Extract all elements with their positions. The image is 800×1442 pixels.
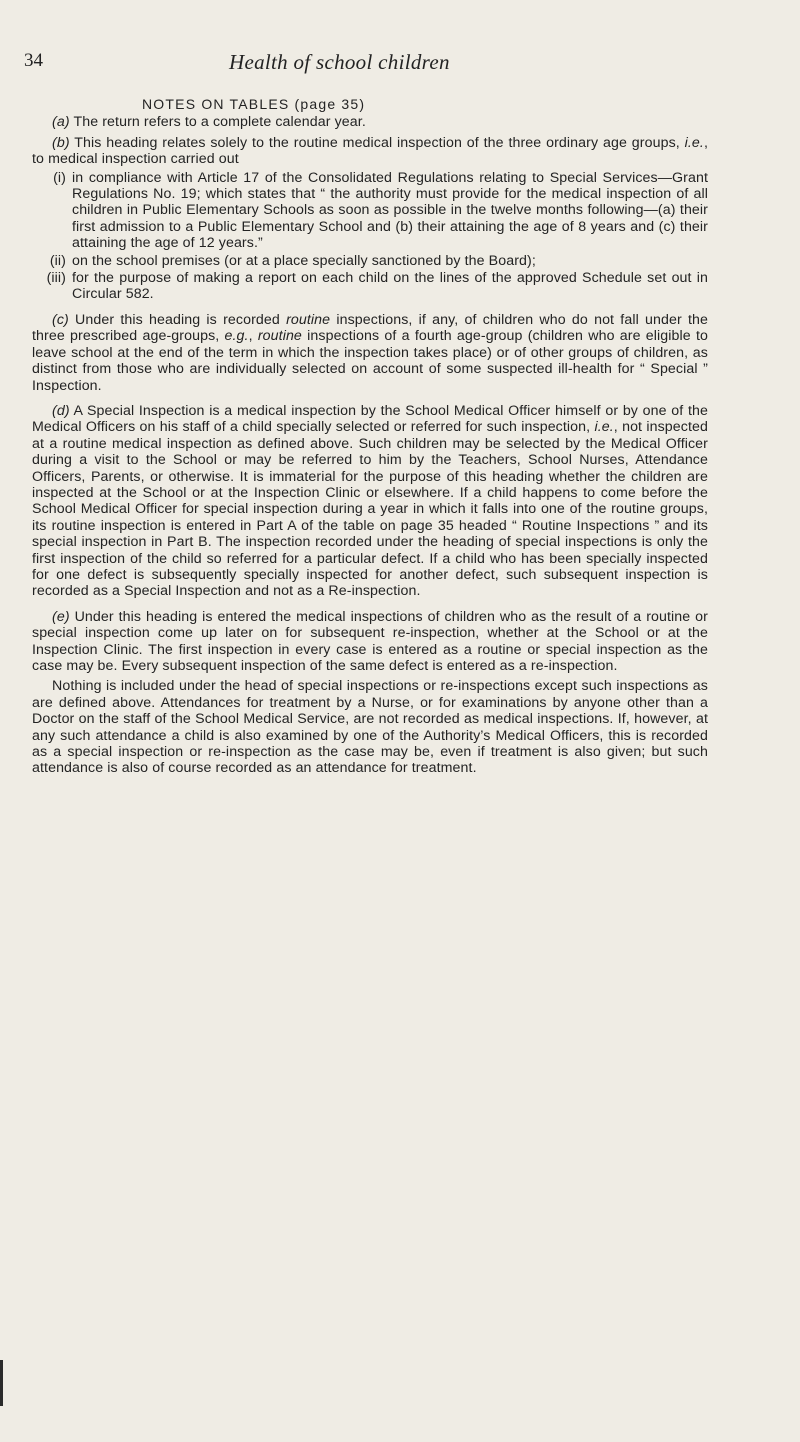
note-b-item-text: in compliance with Article 17 of the Consolidated Regulations relating to Special Services—Grant Regulations No. 19; which states that “ the authority must provide for the medical inspection of all children in Public Elementary Schools as soon as possible in the twelve months following—(a) their first admission to a Public Elementary School and (b) their attaining the age of 8 years and (c) their attaining the age of 12 years.” [72,169,708,252]
note-e-label: (e) [52,608,70,625]
notes-body [32,96,708,777]
note-b-list [32,170,708,303]
note-c [32,312,708,394]
note-b-text-before: This heading relates solely to the routine medical inspection of the three ordinary age groups, [74,134,685,151]
note-c-text-3: , [248,328,258,345]
note-c-routine: routine [286,311,331,328]
note-a-label: (a) [52,114,70,131]
note-b-label: (b) [52,134,70,151]
note-d-text-2: , not inspected at a routine medical inspection as defined above. Such children may be selected by the Medical Officer during a visit to the School or may be referred to him by the Teachers, School Nurses, Attendance Officers, Parents, or otherwise. It is immaterial for the purpose of this heading whether the children are inspected at the School or at the Inspection Clinic or elsewhere. If a child happens to come before the School Medical Officer for special inspection during a year in which it falls into one of the routine groups, its routine inspection is entered in Part A of the table on page 35 headed “ Routine Inspections ” and its special inspection in Part B. The inspection recorded under the heading of special inspections is only the first inspection of the child so referred for a particular defect. If a child who has been specially inspected for one defect is subsequently specially inspected for another defect, such subsequent inspection is recorded as a Special Inspection and not as a Re-inspection. [32,419,708,600]
closing-paragraph: Nothing is included under the head of special inspections or re-inspections except such inspections as are defined above. Attendances for treatment by a Nurse, or for examinations by anyone other than a Doctor on the staff of the School Medical Service, are not recorded as medical inspections. If, however, at any such attendance a child is also examined by one of the Authority’s Medical Officers, this is recorded as a special inspection or re-inspection as the case may be, even if treatment is also given; but such attendance is also of course recorded as an attendance for treatment. [32,678,708,777]
note-c-eg: e.g. [224,328,249,345]
note-e [32,609,708,675]
note-c-label: (c) [52,311,69,328]
note-b-item [32,170,708,252]
running-title: Health of school children [229,50,450,74]
note-b-item-number: (ii) [49,252,66,269]
note-b-item [32,270,708,303]
note-a [32,114,708,130]
note-b-item-text: for the purpose of making a report on each child on the lines of the approved Schedule set out in Circular 582. [72,270,708,303]
note-b-item-number: (i) [53,169,66,186]
note-c-text-4: inspections of a fourth age-group (children who are eligible to leave school at the end of the term in which the inspection takes place) or of other groups of children, as distinct from those who are individually selected on account of some suspected ill-health for “ Special ” Inspection. [32,328,708,394]
note-b-item-number: (iii) [46,270,66,287]
note-c-text-2: inspections, if any, of children who do not fall under the three prescribed age-groups, [32,311,709,345]
note-b-item-text: on the school premises (or at a place specially sanctioned by the Board); [72,252,536,269]
note-d-label: (d) [52,402,70,419]
note-b-ie: i.e. [684,134,704,151]
note-d-ie: i.e. [594,419,614,436]
note-a-text: The return refers to a complete calendar year. [73,114,366,131]
page-header [24,50,764,80]
note-c-text-1: Under this heading is recorded [75,311,287,328]
page-number: 34 [24,50,43,71]
note-d-text-1: A Special Inspection is a medical inspection by the School Medical Officer himself or by one of the Medical Officers on his staff of a child specially selected or referred for such inspection, [32,402,709,436]
note-b [32,135,708,168]
note-d [32,403,708,600]
note-b-text-after: , to medical inspection carried out [32,134,708,168]
notes-title: NOTES ON TABLES (page 35) [142,96,366,112]
note-c-routine: routine [257,328,302,345]
binding-edge-mark [0,1360,3,1406]
note-e-text: Under this heading is entered the medical inspections of children who as the result of a routine or special inspection come up later on for subsequent re-inspection, whether at the School or at the Inspection Clinic. The first inspection in every case is entered as a routine or special inspection as the case may be. Every subsequent inspection of the same defect is entered as a re-inspection. [32,608,708,674]
note-b-item [32,253,708,269]
